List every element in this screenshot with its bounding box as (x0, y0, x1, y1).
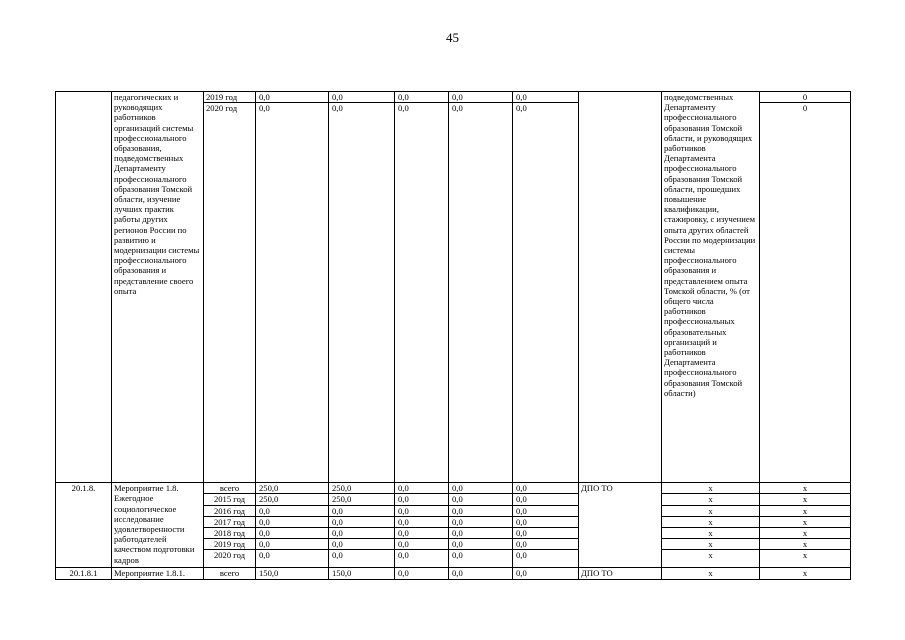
target-cell: х (760, 539, 851, 550)
indicator-cell: х (662, 568, 760, 579)
value-cell: 250,0 (329, 483, 395, 494)
value-cell: 0,0 (513, 528, 579, 539)
value-cell: 0,0 (513, 505, 579, 516)
value-cell: 0,0 (329, 516, 395, 527)
value-cell: 0,0 (395, 568, 449, 579)
value-cell: 0,0 (449, 516, 513, 527)
value-cell: 0,0 (256, 516, 329, 527)
indicator-cell: х (662, 516, 760, 527)
value-cell: 0,0 (513, 550, 579, 568)
code-cell: 20.1.8. (56, 483, 112, 568)
value-cell: 150,0 (329, 568, 395, 579)
year-cell: 2017 год (204, 516, 256, 527)
value-cell: 0,0 (395, 539, 449, 550)
value-cell: 0,0 (513, 92, 579, 103)
year-cell: 2019 год (204, 92, 256, 103)
value-cell: 0,0 (449, 568, 513, 579)
value-cell: 0,0 (449, 550, 513, 568)
indicator-cell: подведомственных Департаменту профессионального образования Томской области, и руководящих работников Департамента профессионального образования Томской области, прошедших повышение квалификации, стажировку, с изучением опыта других областей России по модернизации системы профессионального образования и представлением опыта Томской области, % (от общего числа работников профессиональных образовательных организаций и работников Департамента профессионального образования Томской области) (662, 92, 760, 483)
value-cell: 0,0 (329, 92, 395, 103)
year-cell: 2016 год (204, 505, 256, 516)
value-cell: 0,0 (395, 103, 449, 483)
value-cell: 0,0 (329, 505, 395, 516)
year-cell: 2018 год (204, 528, 256, 539)
value-cell: 0,0 (513, 494, 579, 505)
value-cell: 250,0 (256, 483, 329, 494)
value-cell: 0,0 (395, 528, 449, 539)
target-cell: 0 (760, 103, 851, 483)
code-cell: 20.1.8.1 (56, 568, 112, 579)
value-cell: 0,0 (449, 528, 513, 539)
value-cell: 0,0 (513, 103, 579, 483)
value-cell: 0,0 (449, 103, 513, 483)
page-number: 45 (446, 30, 459, 45)
value-cell: 0,0 (513, 483, 579, 494)
value-cell: 0,0 (256, 92, 329, 103)
value-cell: 0,0 (449, 92, 513, 103)
value-cell: 0,0 (395, 550, 449, 568)
table-row (56, 568, 851, 579)
target-cell: х (760, 528, 851, 539)
value-cell: 0,0 (449, 494, 513, 505)
value-cell: 0,0 (395, 483, 449, 494)
value-cell: 0,0 (395, 516, 449, 527)
value-cell: 150,0 (256, 568, 329, 579)
target-cell: х (760, 516, 851, 527)
value-cell: 0,0 (449, 505, 513, 516)
value-cell: 250,0 (329, 494, 395, 505)
value-cell: 250,0 (256, 494, 329, 505)
indicator-cell: х (662, 494, 760, 505)
year-cell: 2020 год (204, 550, 256, 568)
value-cell: 0,0 (513, 516, 579, 527)
indicator-cell: х (662, 528, 760, 539)
value-cell: 0,0 (513, 539, 579, 550)
description-cell: Мероприятие 1.8.1. (112, 568, 204, 579)
code-cell (56, 92, 112, 483)
value-cell: 0,0 (329, 550, 395, 568)
value-cell: 0,0 (449, 539, 513, 550)
value-cell: 0,0 (395, 494, 449, 505)
value-cell: 0,0 (329, 528, 395, 539)
description-cell: педагогических и руководящих работников организаций системы профессионального образования, подведомственных Департаменту профессионального образования Томской области, изучение лучших практик работы других регионов России по развитию и модернизации системы профессионального образования и представление своего опыта (112, 92, 204, 483)
indicator-cell: х (662, 505, 760, 516)
value-cell: 0,0 (256, 539, 329, 550)
target-cell: х (760, 505, 851, 516)
value-cell: 0,0 (256, 103, 329, 483)
target-cell: х (760, 550, 851, 568)
year-cell: 2019 год (204, 539, 256, 550)
value-cell: 0,0 (449, 483, 513, 494)
executor-cell: ДПО ТО (579, 568, 662, 579)
indicator-cell: х (662, 483, 760, 494)
year-cell: 2015 год (204, 494, 256, 505)
value-cell: 0,0 (256, 550, 329, 568)
value-cell: 0,0 (256, 528, 329, 539)
value-cell: 0,0 (513, 568, 579, 579)
value-cell: 0,0 (395, 505, 449, 516)
indicator-cell: х (662, 550, 760, 568)
table-row (56, 92, 851, 103)
description-cell: Мероприятие 1.8. Ежегодное социологическое исследование удовлетворенности работодателей качеством подготовки кадров (112, 483, 204, 568)
target-cell: х (760, 568, 851, 579)
year-cell: 2020 год (204, 103, 256, 483)
year-cell: всего (204, 568, 256, 579)
executor-cell (579, 92, 662, 483)
value-cell: 0,0 (329, 103, 395, 483)
table-row (56, 483, 851, 494)
target-cell: х (760, 483, 851, 494)
year-cell: всего (204, 483, 256, 494)
indicator-cell: х (662, 539, 760, 550)
target-cell: 0 (760, 92, 851, 103)
value-cell: 0,0 (329, 539, 395, 550)
target-cell: х (760, 494, 851, 505)
program-table (55, 91, 851, 580)
value-cell: 0,0 (256, 505, 329, 516)
value-cell: 0,0 (395, 92, 449, 103)
executor-cell: ДПО ТО (579, 483, 662, 568)
